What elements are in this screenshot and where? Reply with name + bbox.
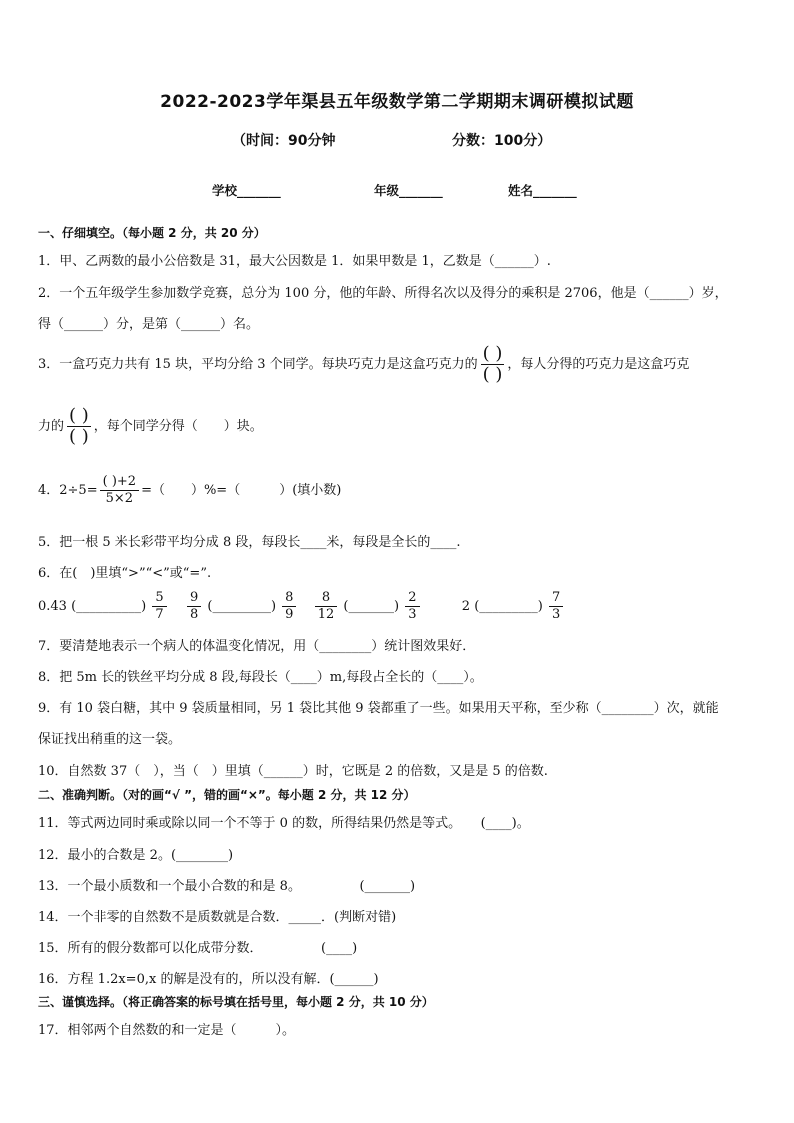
compare-1-left: 0.43 [38, 599, 67, 614]
compare-3-fraction-right [405, 590, 419, 623]
school-field: 学校_______ [212, 183, 281, 198]
question-5: 5．把一根 5 米长彩带平均分成 8 段，每段长____米，每段是全长的____. [38, 535, 461, 550]
compare-4-left: 2 [461, 599, 471, 614]
fraction-numerator: 8 [282, 590, 296, 607]
fraction-numerator: 8 [315, 590, 338, 607]
fraction-numerator: 9 [187, 590, 201, 607]
fraction-denominator: 8 [189, 607, 199, 622]
question-11: 11．等式两边同时乘或除以同一个不等于 0 的数，所得结果仍然是等式。 (____)。 [38, 816, 530, 831]
question-3-text-d: ，每个同学分得（ ）块。 [93, 419, 263, 434]
fraction-denominator: 12 [317, 607, 335, 622]
question-8: 8．把 5m 长的铁丝平均分成 8 段,每段长（____）m,每段占全长的（____）。 [38, 670, 483, 685]
fraction-denominator: 9 [285, 607, 294, 622]
fraction-denominator: 5×2 [105, 491, 134, 506]
question-3-line-1 [38, 344, 764, 385]
fraction-denominator: 7 [155, 607, 164, 622]
compare-1-blank: (__________) [71, 599, 147, 614]
name-field: 姓名_______ [508, 183, 577, 198]
fraction-denominator: 3 [408, 607, 417, 622]
question-7: 7．要清楚地表示一个病人的体温变化情况，用（________）统计图效果好． [38, 639, 476, 654]
time-limit: （时间：90分钟 [232, 133, 336, 149]
fraction-denominator: 3 [552, 607, 561, 622]
fraction-numerator: 2 [405, 590, 419, 607]
question-1: 1．甲、乙两数的最小公倍数是 31，最大公因数是 1．如果甲数是 1，乙数是（______）. [38, 254, 551, 269]
compare-4-fraction [549, 590, 563, 623]
grade-field: 年级_______ [374, 183, 443, 198]
question-13: 13．一个最小质数和一个最小合数的和是 8。 (_______) [38, 879, 416, 894]
question-15: 15．所有的假分数都可以化成带分数． (____) [38, 941, 358, 956]
compare-1-fraction [152, 590, 166, 623]
comparison-row [38, 590, 764, 623]
question-2-line-2: 得（______）分，是第（______）名。 [38, 317, 260, 332]
fraction-numerator: ( ) [69, 405, 89, 426]
section-3-heading: 三、谨慎选择。（将正确答案的标号填在括号里，每小题 2 分，共 10 分） [38, 995, 434, 1009]
question-4-fraction [100, 474, 139, 507]
fraction-denominator: ( ) [482, 364, 503, 385]
question-2-line-1: 2．一个五年级学生参加数学竞赛，总分为 100 分，他的年龄、所得名次以及得分的乘积是 2706，他是（______）岁， [38, 286, 728, 301]
fraction-numerator: ( )+2 [100, 474, 139, 491]
question-3-text-c: 力的 [38, 419, 65, 434]
compare-2-blank: (_________) [207, 599, 277, 614]
fraction-denominator: ( ) [69, 426, 89, 447]
fraction-numerator: 7 [549, 590, 563, 607]
question-3-text-b: ，每人分得的巧克力是这盒巧克 [507, 357, 690, 372]
blank-fraction [67, 406, 91, 447]
question-9-line-2: 保证找出稍重的这一袋。 [38, 732, 182, 747]
fraction-numerator: 5 [152, 590, 166, 607]
question-4-text-b: =（ ）%=（ ）(填小数) [141, 483, 342, 498]
question-6: 6．在( )里填“>”“<”或“=”. [38, 566, 212, 581]
compare-2-fraction-right [282, 590, 296, 623]
question-10: 10．自然数 37（ ），当（ ）里填（______）时，它既是 2 的倍数，又是是 5 的倍数. [38, 764, 548, 779]
question-9-line-1: 9．有 10 袋白糖，其中 9 袋质量相同，另 1 袋比其他 9 袋都重了一些。如果用天平称，至少称（________）次，就能 [38, 701, 719, 716]
compare-3-blank: (_______) [343, 599, 400, 614]
question-3-line-2 [38, 406, 764, 447]
section-2-heading: 二、准确判断。（对的画“√ ”，错的画“×”。每小题 2 分，共 12 分） [38, 788, 416, 802]
compare-4-blank: (_________) [474, 599, 543, 614]
blank-fraction [481, 344, 505, 385]
compare-2-fraction-left [187, 590, 201, 623]
exam-title: 2022-2023学年渠县五年级数学第二学期期末调研模拟试题 [160, 92, 634, 112]
question-4 [38, 474, 764, 507]
question-17: 17．相邻两个自然数的和一定是（ ）。 [38, 1023, 296, 1038]
question-3-text-a: 3．一盒巧克力共有 15 块，平均分给 3 个同学。每块巧克力是这盒巧克力的 [38, 357, 478, 372]
fraction-numerator: ( ) [482, 343, 503, 364]
compare-3-fraction-left [315, 590, 338, 623]
question-14: 14．一个非零的自然数不是质数就是合数．_____．(判断对错) [38, 910, 397, 925]
section-1-heading: 一、仔细填空。（每小题 2 分，共 20 分） [38, 226, 266, 240]
total-score: 分数：100分） [452, 133, 552, 149]
question-4-text-a: 4．2÷5= [38, 483, 98, 498]
question-16: 16．方程 1.2x=0,x 的解是没有的，所以没有解．(______) [38, 972, 379, 987]
question-12: 12．最小的合数是 2。(________) [38, 848, 234, 863]
